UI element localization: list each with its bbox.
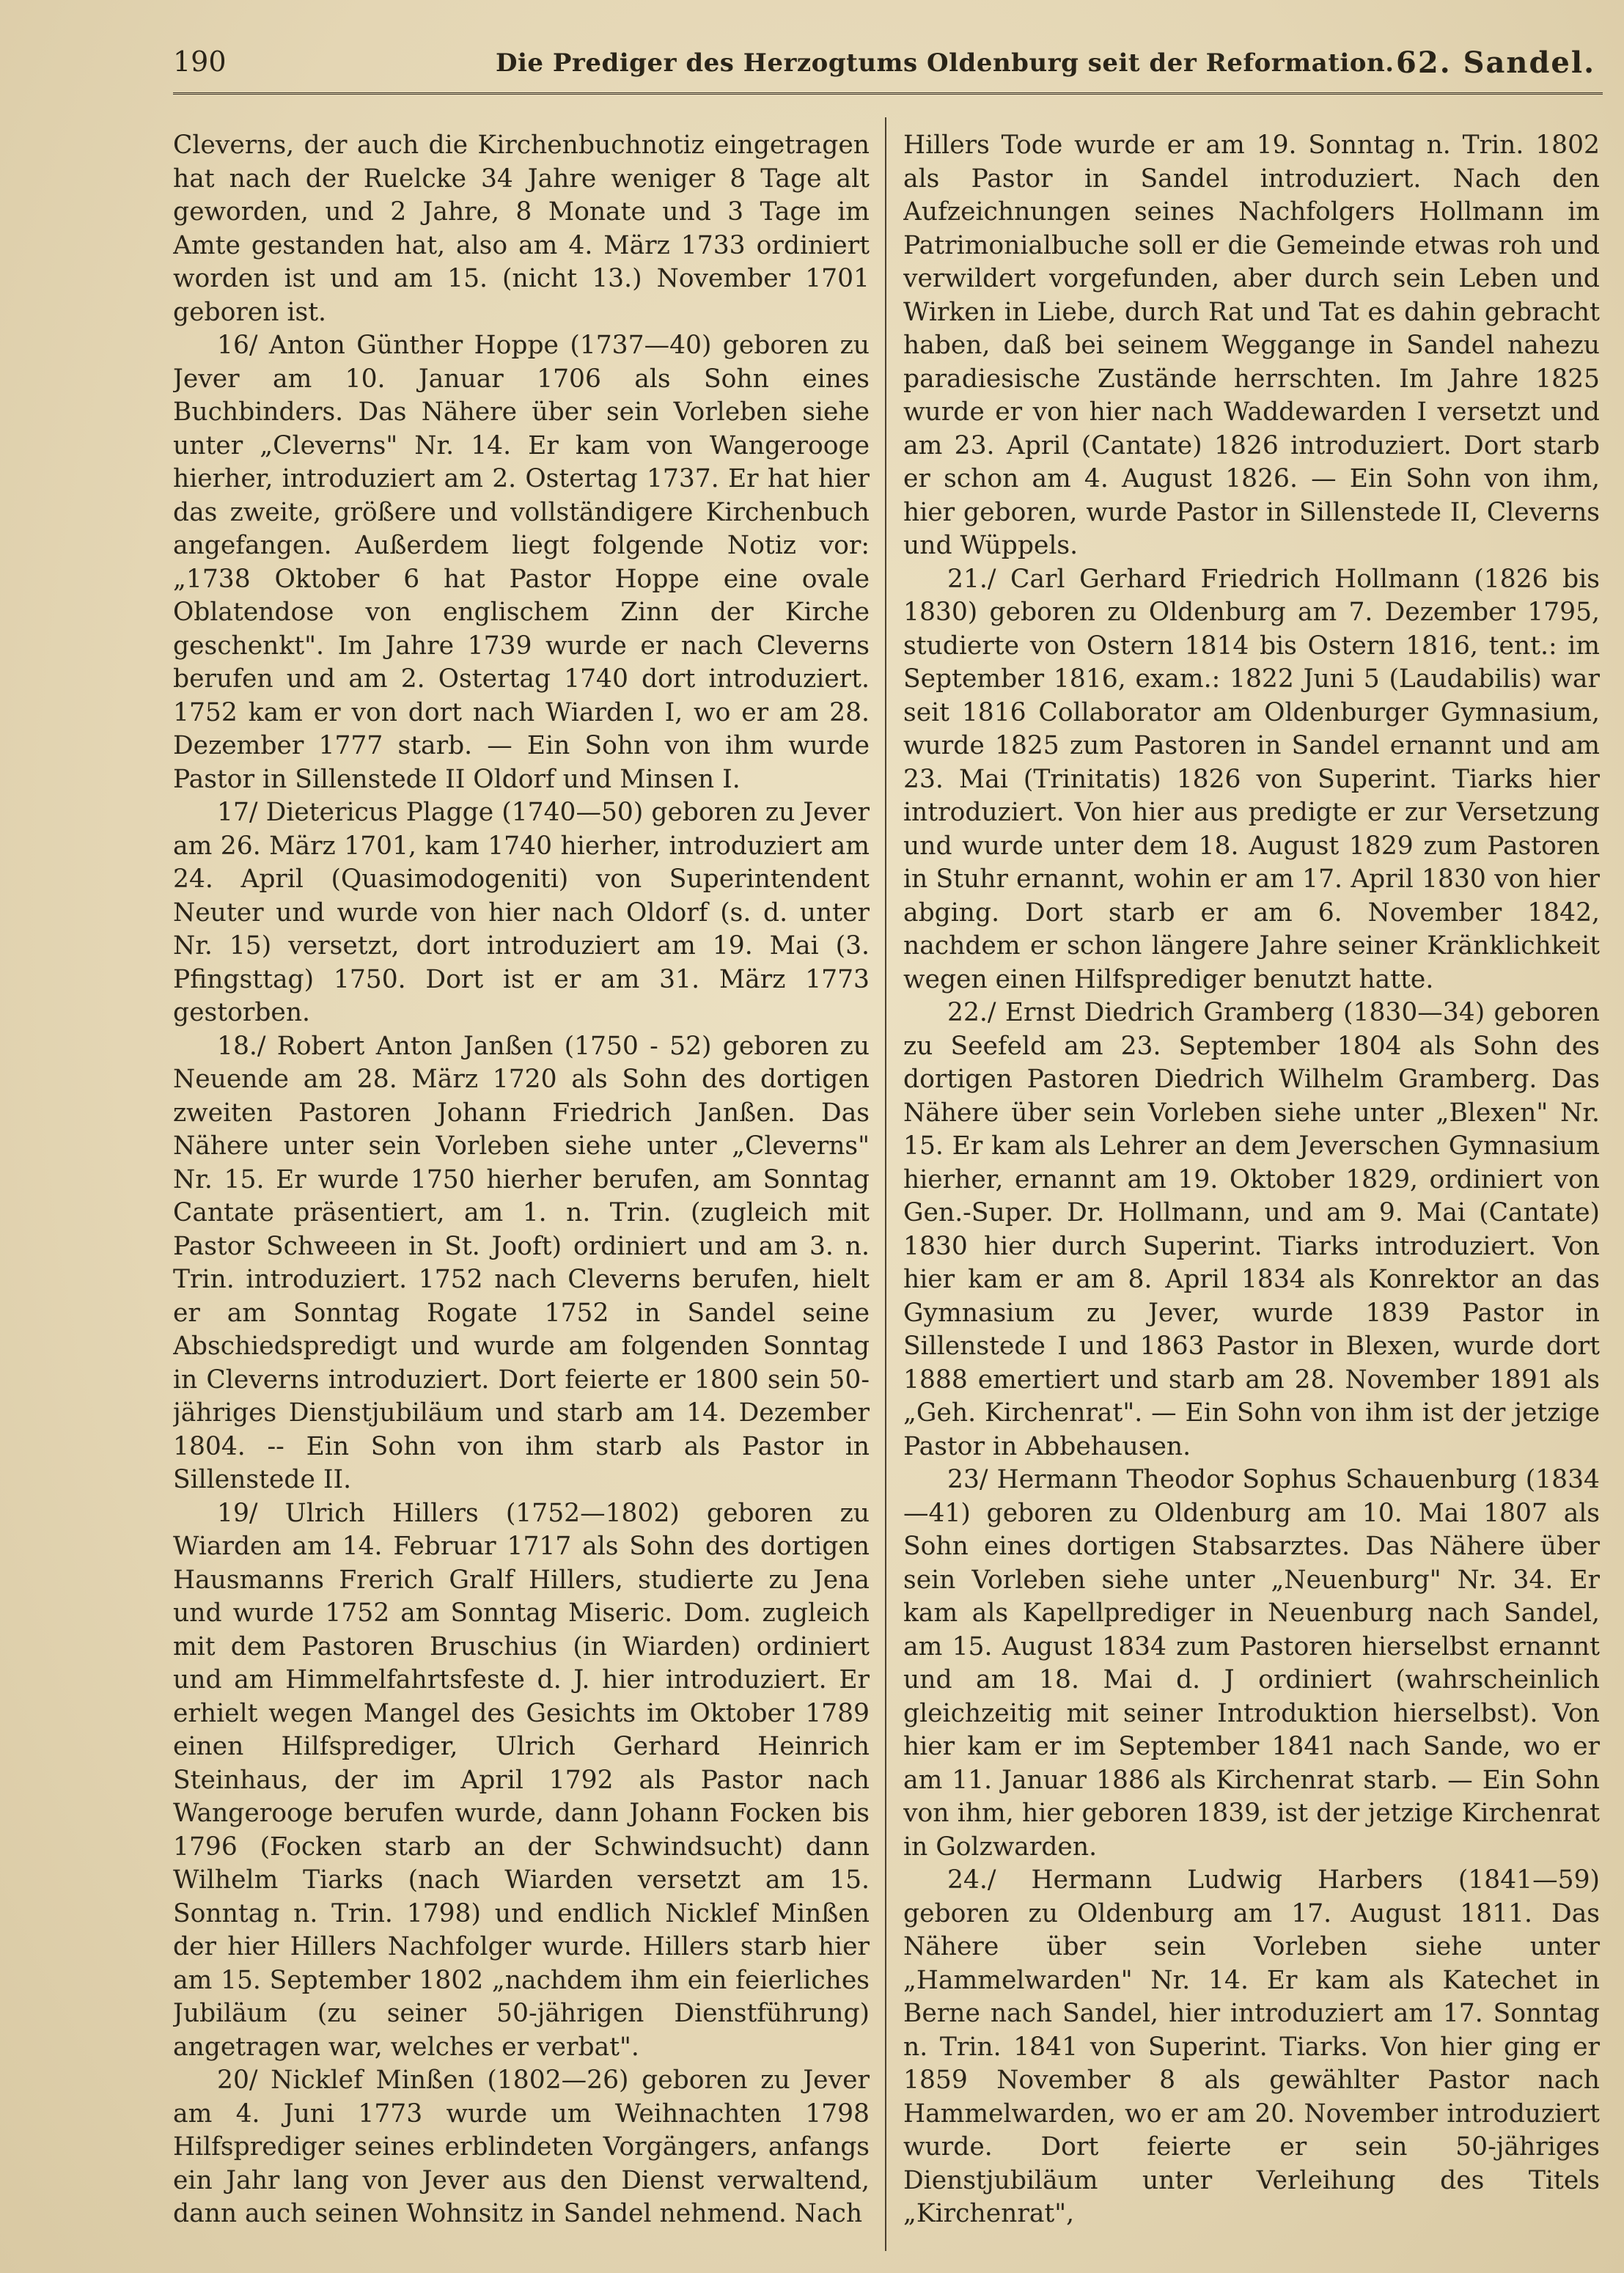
header-rule bbox=[173, 92, 1603, 95]
paragraph: Hillers Tode wurde er am 19. Sonntag n. Trin. 1802 als Pastor in Sandel introduziert. Nach den Aufzeichnungen seines Nachfolgers Hollmann im Patrimonialbuche soll er die Gemeinde etwas roh und verwildert vorgefunden, aber durch sein Leben und Wirken in Liebe, durch Rat und Tat es dahin gebracht haben, daß bei seinem Weggange in Sandel nahezu paradiesische Zustände herrschten. Im Jahre 1825 wurde er von hier nach Waddewarden I versetzt und am 23. April (Cantate) 1826 introduziert. Dort starb er schon am 4. August 1826. — Ein Sohn von ihm, hier geboren, wurde Pastor in Sillenstede II, Cleverns und Wüppels. bbox=[903, 131, 1600, 560]
paragraph: Cleverns, der auch die Kirchenbuchnotiz eingetragen hat nach der Ruelcke 34 Jahre weniger 8 Tage alt geworden, und 2 Jahre, 8 Monate und 3 Tage im Amte gestanden hat, also am 4. März 1733 ordiniert worden ist und am 15. (nicht 13.) November 1701 geboren ist. bbox=[173, 131, 870, 327]
entry-16: 16/ Anton Günther Hoppe (1737—40) geboren zu Jever am 10. Januar 1706 als Sohn eines Buchbinders. Das Nähere über sein Vorleben siehe unter „Cleverns" Nr. 14. Er kam von Wangerooge hierher, introduziert am 2. Ostertag 1737. Er hat hier das zweite, größere und vollständigere Kirchenbuch angefangen. Außerdem liegt folgende Notiz vor: „1738 Oktober 6 hat Pastor Hoppe eine ovale Oblatendose von englischem Zinn der Kirche geschenkt". Im Jahre 1739 wurde er nach Cleverns berufen und am 2. Ostertag 1740 dort introduziert. 1752 kam er von dort nach Wiarden I, wo er am 28. Dezember 1777 starb. — Ein Sohn von ihm wurde Pastor in Sillenstede II Oldorf und Minsen I. bbox=[173, 331, 870, 794]
page-header bbox=[173, 43, 1603, 87]
entry-17: 17/ Dietericus Plagge (1740—50) geboren zu Jever am 26. März 1701, kam 1740 hierher, introduziert am 24. April (Quasimodogeniti) von Superintendent Neuter und wurde von hier nach Oldorf (s. d. unter Nr. 15) versetzt, dort introduziert am 19. Mai (3. Pfingsttag) 1750. Dort ist er am 31. März 1773 gestorben. bbox=[173, 798, 870, 1027]
entry-18: 18./ Robert Anton Janßen (1750 - 52) geboren zu Neuende am 28. März 1720 als Sohn des dortigen zweiten Pastoren Johann Friedrich Janßen. Das Nähere unter sein Vorleben siehe unter „Cleverns" Nr. 15. Er wurde 1750 hierher berufen, am Sonntag Cantate präsentiert, am 1. n. Trin. (zugleich mit Pastor Schweeen in St. Jooft) ordiniert und am 3. n. Trin. introduziert. 1752 nach Cleverns berufen, hielt er am Sonntag Rogate 1752 in Sandel seine Abschiedspredigt und wurde am folgenden Sonntag in Cleverns introduziert. Dort feierte er 1800 sein 50-jähriges Dienstjubiläum und starb am 14. Dezember 1804. -- Ein Sohn von ihm starb als Pastor in Sillenstede II. bbox=[173, 1031, 870, 1494]
left-column bbox=[173, 129, 870, 2248]
right-column bbox=[903, 129, 1600, 2248]
entry-22: 22./ Ernst Diedrich Gramberg (1830—34) geboren zu Seefeld am 23. September 1804 als Sohn des dortigen Pastoren Diedrich Wilhelm Gramberg. Das Nähere über sein Vorleben siehe unter „Blexen" Nr. 15. Er kam als Lehrer an dem Jeverschen Gymnasium hierher, ernannt am 19. Oktober 1829, ordiniert von Gen.-Super. Dr. Hollmann, und am 9. Mai (Cantate) 1830 hier durch Superint. Tiarks introduziert. Von hier kam er am 8. April 1834 als Konrektor an das Gymnasium zu Jever, wurde 1839 Pastor in Sillenstede I und 1863 Pastor in Blexen, wurde dort 1888 emertiert und starb am 28. November 1891 als „Geh. Kirchenrat". — Ein Sohn von ihm ist der jetzige Pastor in Abbehausen. bbox=[903, 998, 1600, 1461]
column-divider bbox=[885, 117, 886, 2251]
entry-21: 21./ Carl Gerhard Friedrich Hollmann (1826 bis 1830) geboren zu Oldenburg am 7. Dezember 1795, studierte von Ostern 1814 bis Ostern 1816, tent.: im September 1816, exam.: 1822 Juni 5 (Laudabilis) war seit 1816 Collaborator am Oldenburger Gymnasium, wurde 1825 zum Pastoren in Sandel ernannt und am 23. Mai (Trinitatis) 1826 von Superint. Tiarks hier introduziert. Von hier aus predigte er zur Versetzung und wurde unter dem 18. August 1829 zum Pastoren in Stuhr ernannt, wohin er am 17. April 1830 von hier abging. Dort starb er am 6. November 1842, nachdem er schon längere Jahre seiner Kränklichkeit wegen einen Hilfsprediger benutzt hatte. bbox=[903, 564, 1600, 994]
page-number: 190 bbox=[173, 45, 227, 78]
entry-23: 23/ Hermann Theodor Sophus Schauenburg (1834—41) geboren zu Oldenburg am 10. Mai 1807 als Sohn eines dortigen Stabsarztes. Das Nähere über sein Vorleben siehe unter „Neuenburg" Nr. 34. Er kam als Kapellprediger in Neuenburg nach Sandel, am 15. August 1834 zum Pastoren hierselbst ernannt und am 18. Mai d. J ordiniert (wahrscheinlich gleichzeitig mit seiner Introduktion hierselbst). Von hier kam er im September 1841 nach Sande, wo er am 11. Januar 1886 als Kirchenrat starb. — Ein Sohn von ihm, hier geboren 1839, ist der jetzige Kirchenrat in Golzwarden. bbox=[903, 1465, 1600, 1862]
entry-19: 19/ Ulrich Hillers (1752—1802) geboren zu Wiarden am 14. Februar 1717 als Sohn des dortigen Hausmanns Frerich Gralf Hillers, studierte zu Jena und wurde 1752 am Sonntag Miseric. Dom. zugleich mit dem Pastoren Bruschius (in Wiarden) ordiniert und am Himmelfahrtsfeste d. J. hier introduziert. Er erhielt wegen Mangel des Gesichts im Oktober 1789 einen Hilfsprediger, Ulrich Gerhard Heinrich Steinhaus, der im April 1792 als Pastor nach Wangerooge berufen wurde, dann Johann Focken bis 1796 (Focken starb an der Schwindsucht) dann Wilhelm Tiarks (nach Wiarden versetzt am 15. Sonntag n. Trin. 1798) und endlich Nicklef Minßen der hier Hillers Nachfolger wurde. Hillers starb hier am 15. September 1802 „nachdem ihm ein feierliches Jubiläum (zu seiner 50-jährigen Dienstführung) angetragen war, welches er verbat". bbox=[173, 1498, 870, 2062]
section-label: 62. Sandel. bbox=[1396, 45, 1595, 80]
entry-20: 20/ Nicklef Minßen (1802—26) geboren zu Jever am 4. Juni 1773 wurde um Weihnachten 1798 Hilfsprediger seines erblindeten Vorgängers, anfangs ein Jahr lang von Jever aus den Dienst verwaltend, dann auch seinen Wohnsitz in Sandel nehmend. Nach bbox=[173, 2065, 870, 2228]
entry-24: 24./ Hermann Ludwig Harbers (1841—59) geboren zu Oldenburg am 17. August 1811. Das Nähere über sein Vorleben siehe unter „Hammelwarden" Nr. 14. Er kam als Katechet in Berne nach Sandel, hier introduziert am 17. Sonntag n. Trin. 1841 von Superint. Tiarks. Von hier ging er 1859 November 8 als gewählter Pastor nach Hammelwarden, wo er am 20. November introduziert wurde. Dort feierte er sein 50-jähriges Dienstjubiläum unter Verleihung des Titels „Kirchenrat", bbox=[903, 1865, 1600, 2228]
running-title: Die Prediger des Herzogtums Oldenburg seit der Reformation. bbox=[496, 48, 1395, 78]
